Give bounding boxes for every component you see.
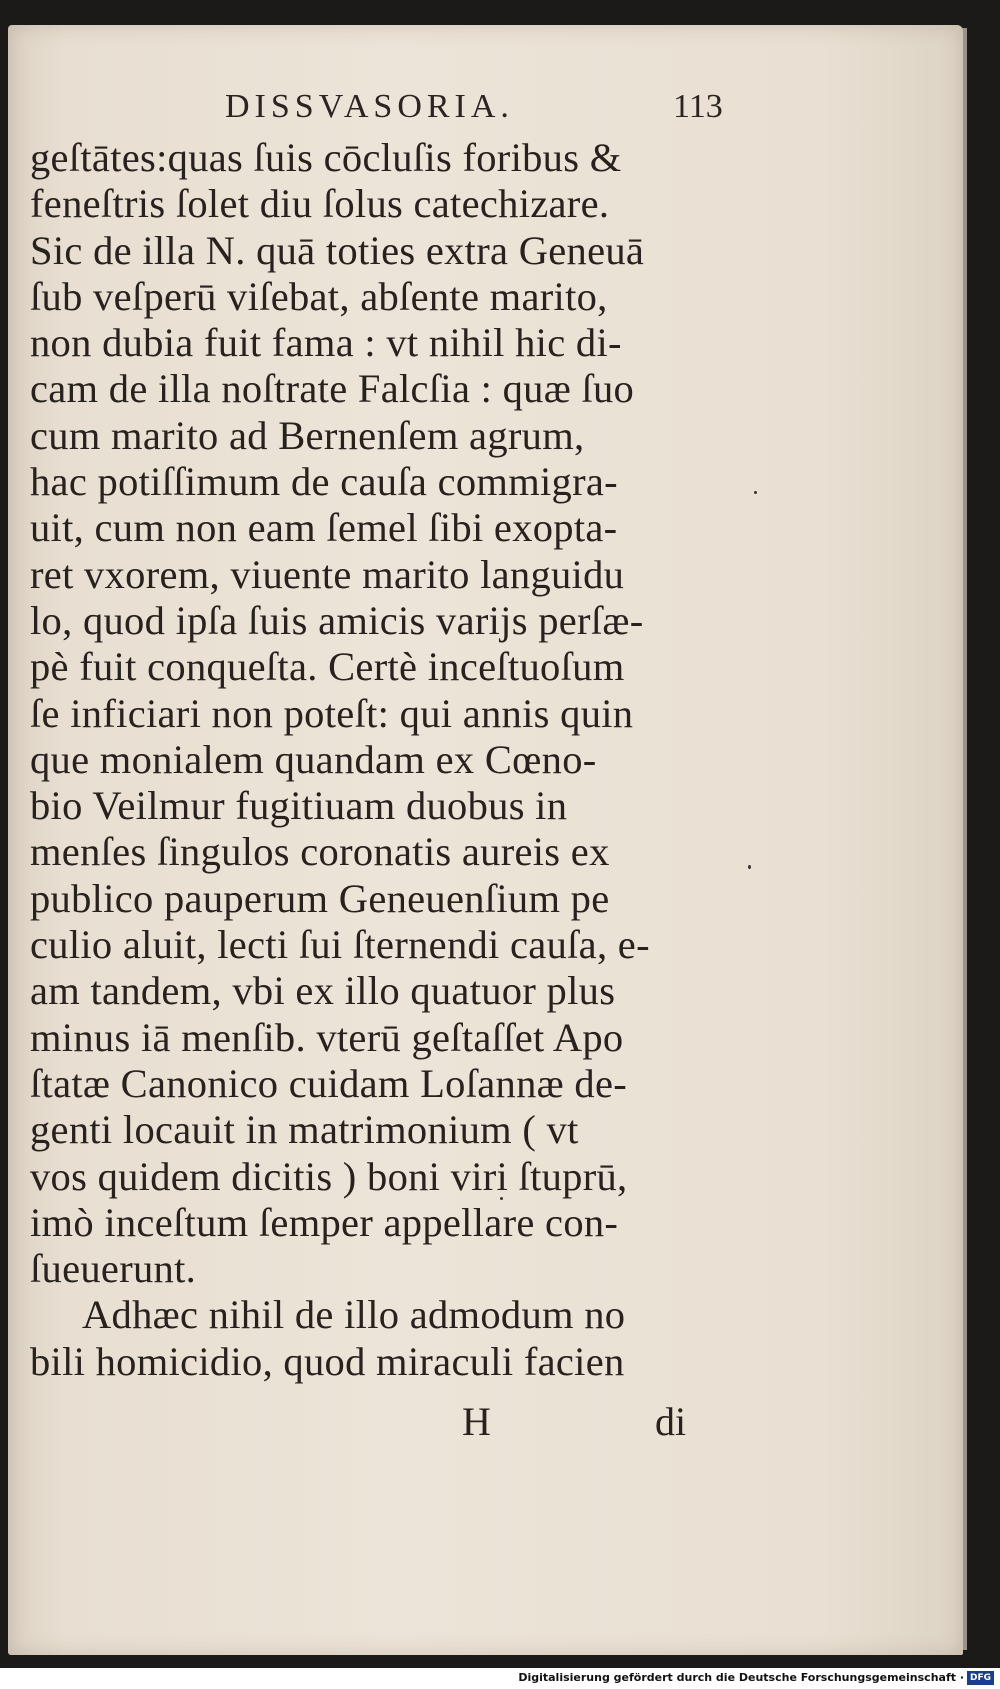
text-line: Sic de illa N. quā toties extra Geneuā	[30, 227, 645, 273]
funding-credit: Digitalisierung gefördert durch die Deutsche Forschungsgemeinschaft ·	[518, 1671, 964, 1684]
page-foot	[30, 1398, 730, 1444]
text-line: lo, quod ipſa ſuis amicis varijs perſæ-	[30, 597, 644, 643]
running-title: DISSVASORIA.	[225, 88, 514, 125]
text-line: menſes ſingulos coronatis aureis ex	[30, 829, 610, 875]
text-line: pè fuit conqueſta. Certè inceſtuoſum	[30, 644, 625, 690]
text-line: bio Veilmur fugitiuam duobus in	[30, 783, 568, 829]
text-line: uit, cum non eam ſemel ſibi exopta-	[30, 505, 618, 551]
ink-speck	[748, 865, 751, 869]
digitization-footer	[0, 1668, 1000, 1689]
text-line: imò inceſtum ſemper appellare con-	[30, 1199, 619, 1245]
running-head	[225, 88, 725, 128]
paragraph-first-line: Adhæc nihil de illo admodum no	[82, 1292, 626, 1338]
text-line: genti locauit in matrimonium ( vt	[30, 1107, 579, 1153]
text-line: non dubia fuit fama : vt nihil hic di-	[30, 320, 622, 366]
text-line: am tandem, vbi ex illo quatuor plus	[30, 968, 616, 1014]
text-line: vos quidem dicitis ) boni viri ſtuprū,	[30, 1153, 628, 1199]
text-line: publico pauperum Geneuenſium pe	[30, 875, 610, 921]
text-line: geſtātes:quas ſuis cōcluſis foribus &	[30, 135, 622, 180]
text-line: bili homicidio, quod miraculi facien	[30, 1338, 625, 1384]
ink-speck	[754, 491, 757, 494]
page-number: 113	[673, 88, 723, 125]
page-text	[30, 135, 730, 1385]
text-line: feneſtris ſolet diu ſolus catechizare.	[30, 181, 610, 227]
text-line: cam de illa noſtrate Falcſia : quæ ſuo	[30, 366, 635, 412]
dfg-logo: DFG	[967, 1671, 994, 1685]
text-line: ſub veſperū viſebat, abſente marito,	[30, 273, 608, 319]
text-line: ſe inficiari non poteſt: qui annis quin	[30, 690, 634, 736]
text-line: minus iā menſib. vterū geſtaſſet Apo	[30, 1014, 624, 1060]
signature-mark: H	[462, 1399, 491, 1444]
text-line: ſtatæ Canonico cuidam Loſannæ de-	[30, 1060, 628, 1106]
text-line: ſueuerunt.	[30, 1246, 197, 1292]
text-line: que monialem quandam ex Cœno-	[30, 736, 597, 782]
text-line: ret vxorem, viuente marito languidu	[30, 551, 625, 597]
text-line: cum marito ad Bernenſem agrum,	[30, 412, 585, 458]
catchword: di	[655, 1399, 687, 1444]
text-line: culio aluit, lecti ſui ſternendi cauſa, e-	[30, 922, 650, 968]
text-line: hac potiſſimum de cauſa commigra-	[30, 459, 618, 505]
